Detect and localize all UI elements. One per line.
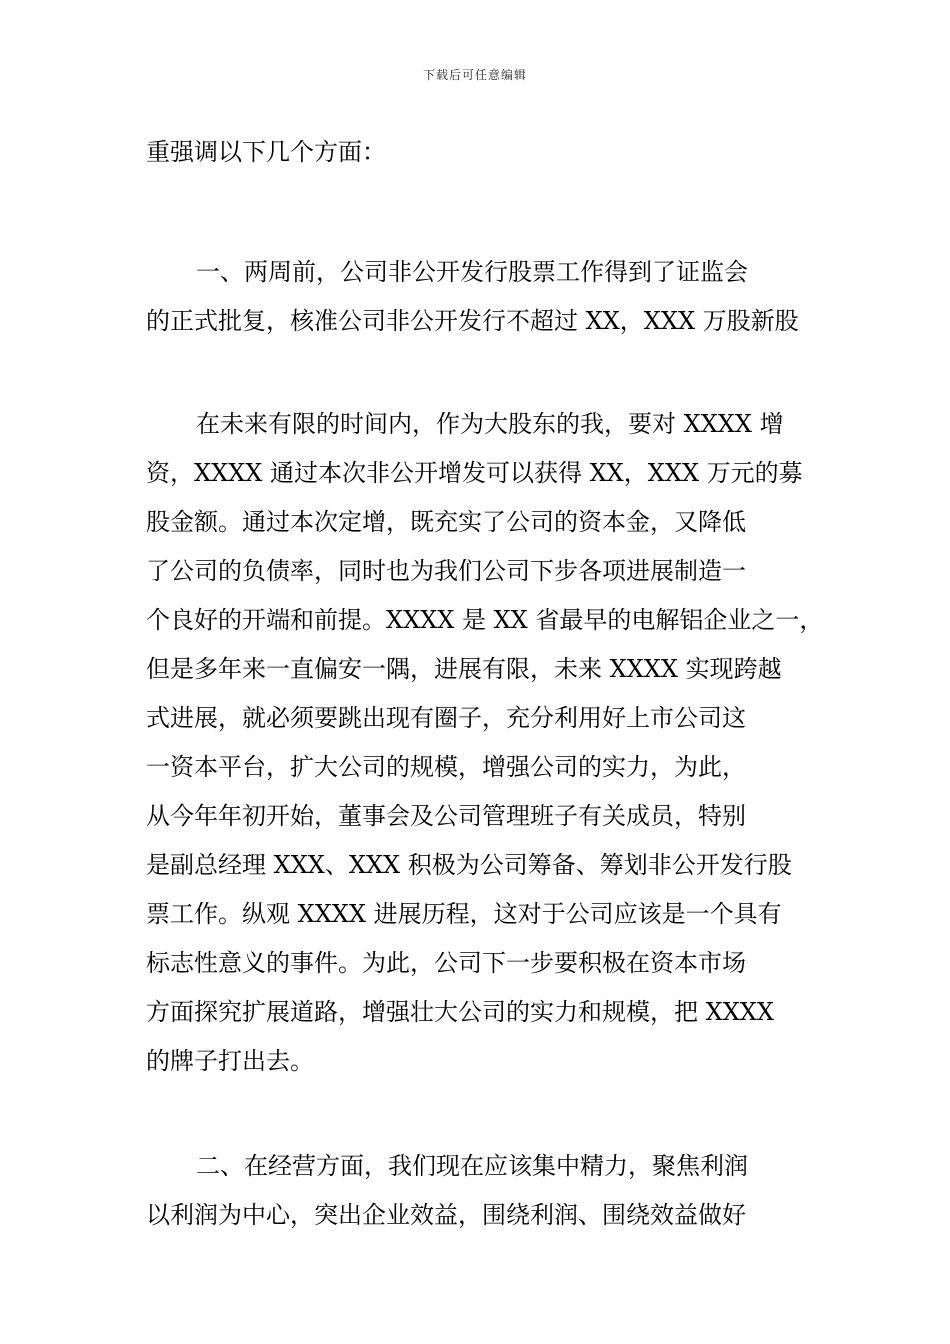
text-line: 方面探究扩展道路，增强壮大公司的实力和规模，把 XXXX (146, 998, 774, 1026)
text-line: 股金额。通过本次定增，既充实了公司的资本金，又降低 (146, 508, 746, 536)
text-line: 个良好的开端和前提。XXXX 是 XX 省最早的电解铝企业之一， (146, 606, 824, 634)
text-line: 的牌子打出去。 (146, 1047, 314, 1075)
text-line: 以利润为中心，突出企业效益，围绕利润、围绕效益做好 (146, 1201, 746, 1229)
paragraph-intro (146, 128, 814, 177)
text-line: 二、在经营方面，我们现在应该集中精力，聚焦利润 (196, 1152, 748, 1180)
text-line: 资，XXXX 通过本次非公开增发可以获得 XX，XXX 万元的募 (146, 459, 803, 487)
text-line: 的正式批复，核准公司非公开发行不超过 XX，XXX 万股新股 (146, 307, 799, 335)
text-line: 在未来有限的时间内，作为大股东的我，要对 XXXX 增 (196, 410, 784, 438)
paragraph-capital-increase (146, 400, 824, 1086)
text-line: 但是多年来一直偏安一隅，进展有限，未来 XXXX 实现跨越 (146, 655, 782, 683)
text-line: 一资本平台，扩大公司的规模，增强公司的实力，为此， (146, 753, 746, 781)
text-line: 标志性意义的事件。为此，公司下一步要积极在资本市场 (146, 949, 746, 977)
paragraph-point-one (146, 248, 814, 346)
page-header-note: 下载后可任意编辑 (422, 68, 527, 82)
text-line: 是副总经理 XXX、XXX 积极为公司筹备、筹划非公开发行股 (146, 851, 792, 879)
paragraph-point-two (146, 1142, 814, 1240)
text-line: 一、两周前，公司非公开发行股票工作得到了证监会 (196, 258, 748, 286)
document-body (146, 128, 824, 1240)
text-line: 票工作。纵观 XXXX 进展历程，这对于公司应该是一个具有 (146, 900, 782, 928)
text-line: 式进展，就必须要跳出现有圈子，充分利用好上市公司这 (146, 704, 746, 732)
text-line: 了公司的负债率，同时也为我们公司下步各项进展制造一 (146, 557, 746, 585)
text-line: 重强调以下几个方面： (146, 138, 386, 166)
text-line: 从今年年初开始，董事会及公司管理班子有关成员，特别 (146, 802, 746, 830)
